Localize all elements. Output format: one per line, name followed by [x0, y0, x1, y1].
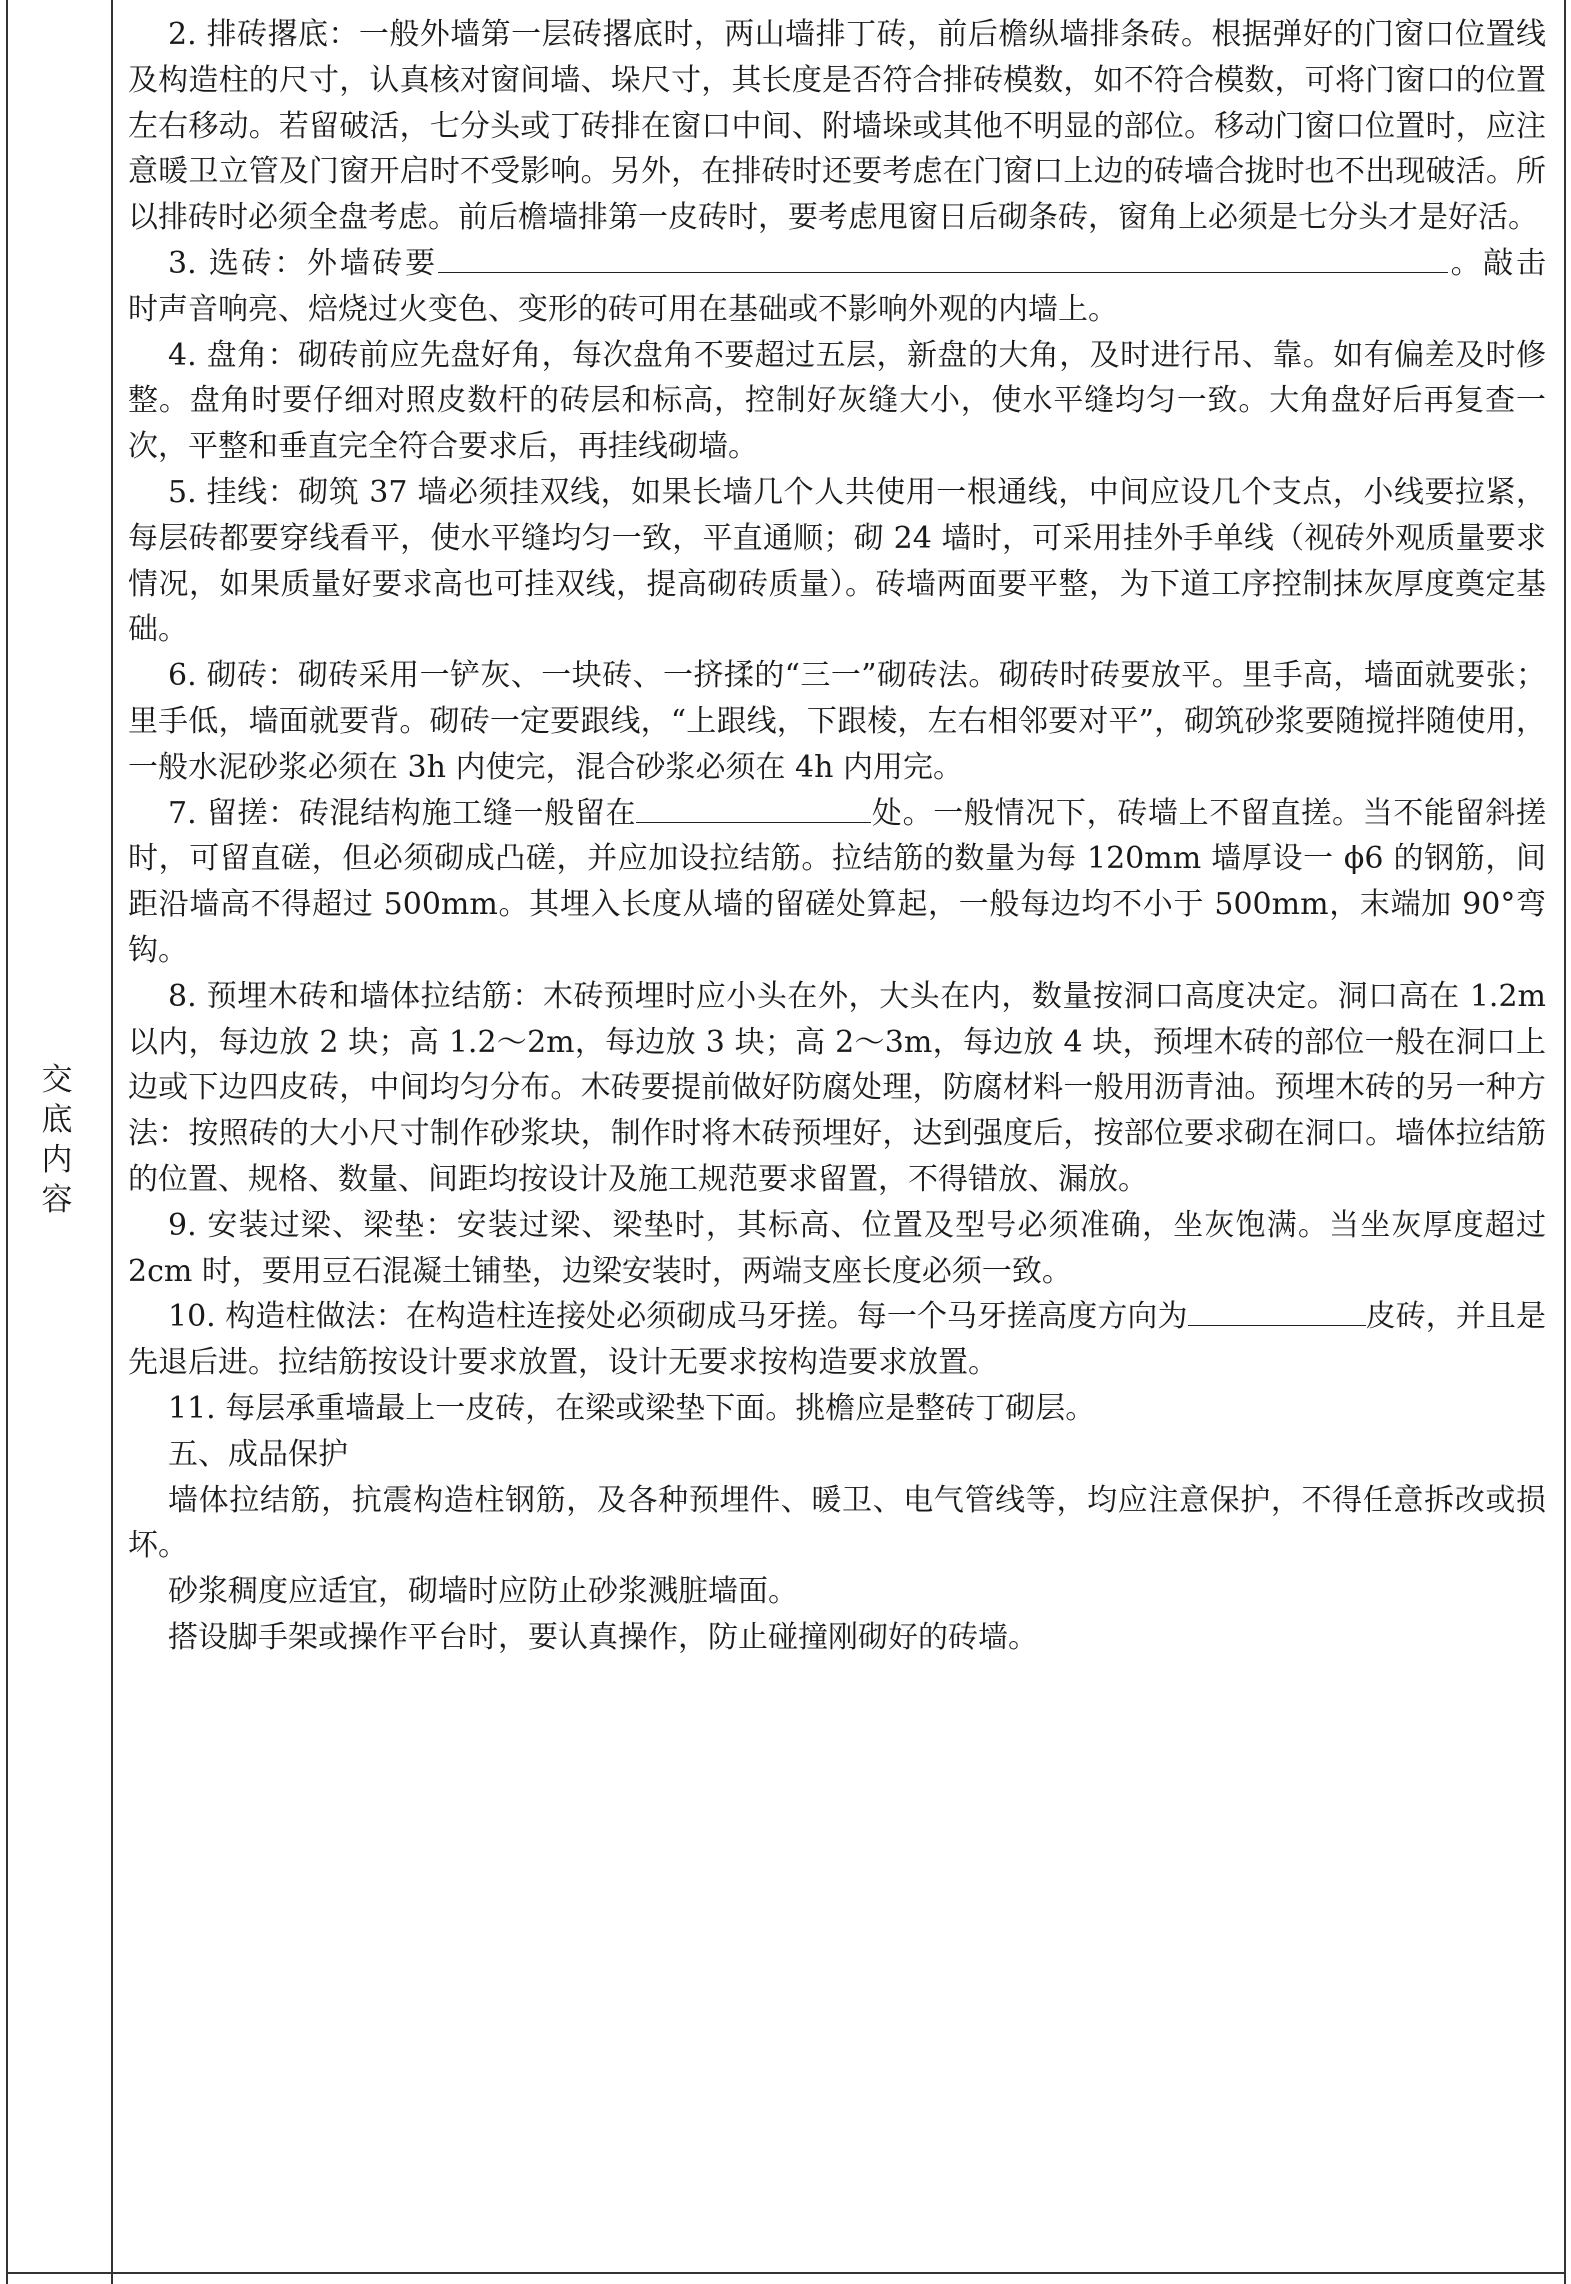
paragraph-select-bricks	[128, 241, 1546, 333]
paragraph-line: 5. 挂线：砌筑 37 墙必须挂双线，如果长墙几个人共使用一根通线，中间应设几个支点，小线要拉紧，每层砖都要穿线看平，使水平缝均匀一致，平直通顺；砌 24 墙时，可采用挂外手单线（视砖外观质量要求情况，如果质量好要求高也可挂双线，提高砌砖质量）。砖墙两面要平整，为下道工序控制抹灰厚度奠定基础。	[128, 474, 1546, 648]
paragraph-protection-3: 搭设脚手架或操作平台时，要认真操作，防止碰撞刚砌好的砖墙。	[168, 1619, 1038, 1655]
document-body	[128, 12, 1546, 1661]
paragraph-text: 处。一般情况下，砖墙上不留直搓。当不能留斜搓时，可留直磋，但必须砌成凸磋，并应加设拉结筋。拉结筋的数量为每 120mm 墙厚设一 ϕ6 的钢筋，间距沿墙高不得超过 500mm。其埋入长度从墙的留磋处算起，一般每边均不小于 500mm，末端加 90°弯钩。	[128, 795, 1546, 968]
paragraph-corners: 4. 盘角：砌砖前应先盘好角，每次盘角不要超过五层，新盘的大角，及时进行吊、靠。如有偏差及时修整。盘角时要仔细对照皮数杆的砖层和标高，控制好灰缝大小，使水平缝均匀一致。大角盘好后再复查一次，平整和垂直完全符合要求后，再挂线砌墙。	[128, 337, 1546, 465]
side-label: 交底 内容	[41, 1062, 75, 1218]
paragraph-protection-2: 砂浆稠度应适宜，砌墙时应防止砂浆溅脏墙面。	[168, 1574, 798, 1610]
paragraph-text: 7. 留搓：砖混结构施工缝一般留在	[168, 795, 637, 831]
right-border	[1564, 0, 1566, 2284]
paragraph-text: 10. 构造柱做法：在构造柱连接处必须砌成马牙搓。每一个马牙搓高度方向为	[168, 1299, 1188, 1335]
left-border	[6, 0, 8, 2284]
paragraph-laying: 6. 砌砖：砌砖采用一铲灰、一块砖、一挤揉的“三一”砌砖法。砌砖时砖要放平。里手高，墙面就要张；里手低，墙面就要背。砌砖一定要跟线，“上跟线，下跟棱，左右相邻要对平”，砌筑砂浆要随搅拌随使用，一般水泥砂浆必须在 3h 内使完，混合砂浆必须在 4h 内用完。	[128, 658, 1546, 785]
bottom-border	[6, 2272, 1566, 2274]
paragraph-lintels: 9. 安装过梁、梁垫：安装过梁、梁垫时，其标高、位置及型号必须准确，坐灰饱满。当坐灰厚度超过 2cm 时，要用豆石混凝土铺垫，边梁安装时，两端支座长度必须一致。	[128, 1207, 1546, 1289]
fill-blank	[636, 792, 871, 823]
paragraph-top-course: 11. 每层承重墙最上一皮砖，在梁或梁垫下面。挑檐应是整砖丁砌层。	[168, 1390, 1096, 1426]
fill-blank	[1256, 1295, 1366, 1326]
paragraph-joints	[128, 791, 1546, 974]
paragraph-embedded-wood: 8. 预埋木砖和墙体拉结筋：木砖预埋时应小头在外，大头在内，数量按洞口高度决定。洞口高在 1.2m 以内，每边放 2 块；高 1.2～2m，每边放 3 块；高 2～3m，每边放 4 块，预埋木砖的部位一般在洞口上边或下边四皮砖，中间均匀分布。木砖要提前做好防腐处理，防腐材料一般用沥青油。预埋木砖的另一种方法：按照砖的大小尺寸制作砂浆块，制作时将木砖预埋好，达到强度后，按部位要求砌在洞口。墙体拉结筋的位置、规格、数量、间距均按设计及施工规范要求留置，不得错放、漏放。	[128, 978, 1546, 1197]
section-title: 五、成品保护	[168, 1436, 348, 1472]
fill-blank	[438, 242, 1448, 273]
paragraph-layout-bricks: 2. 排砖撂底：一般外墙第一层砖撂底时，两山墙排丁砖，前后檐纵墙排条砖。根据弹好的门窗口位置线及构造柱的尺寸，认真核对窗间墙、垛尺寸，其长度是否符合排砖模数，如不符合模数，可将门窗口的位置左右移动。若留破活，七分头或丁砖排在窗口中间、附墙垛或其他不明显的部位。移动门窗口位置时，应注意暖卫立管及门窗开启时不受影响。另外，在排砖时还要考虑在门窗口上边的砖墙合拢时也不出现破活。所以排砖时必须全盘考虑。前后檐墙排第一皮砖时，要考虑甩窗日后砌条砖，窗角上必须是七分头才是好活。	[128, 17, 1546, 236]
column-divider	[111, 0, 113, 2284]
paragraph-protection-1: 墙体拉结筋，抗震构造柱钢筋，及各种预埋件、暖卫、电气管线等，均应注意保护，不得任意拆改或损坏。	[128, 1482, 1546, 1564]
fill-blank	[1188, 1295, 1256, 1326]
paragraph-text: 。敲击时声音响亮、焙烧过火变色、变形的砖可用在基础或不影响外观的内墙上。	[128, 245, 1546, 327]
paragraph-text: 皮砖，并且是先退后进。拉结筋按设计要求放置，设计无要求按构造要求放置。	[128, 1299, 1547, 1381]
paragraph-text: 3. 选砖：外墙砖要	[168, 245, 438, 281]
paragraph-columns	[128, 1294, 1546, 1386]
